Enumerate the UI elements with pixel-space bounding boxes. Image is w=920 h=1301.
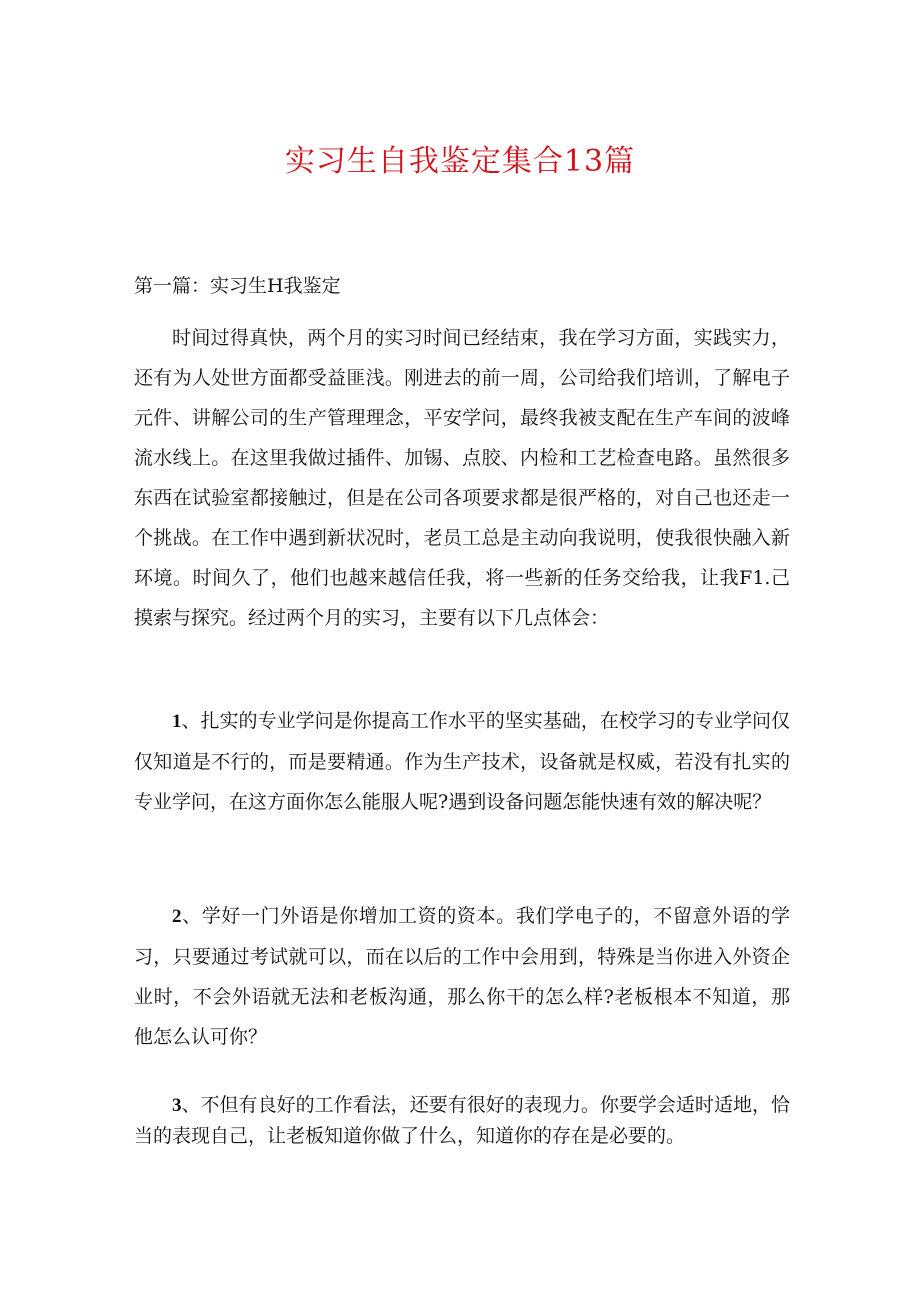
point-number: 2 — [172, 906, 182, 927]
paragraph-point-2 — [134, 896, 790, 1057]
paragraph-text: 、不但有良好的工作看法，还要有很好的表现力。你要学会适时适地，恰当的表现自己，让老板知道你做了什么，知道你的存在是必要的。 — [134, 1094, 790, 1147]
paragraph-text: 时间过得真快，两个月的实习时间已经结束，我在学习方面，实践实力，还有为人处世方面都受益匪浅。刚进去的前一周，公司给我们培训，了解电子元件、讲解公司的生产管理理念，平安学问，最终我被支配在生产车间的波峰流水线上。在这里我做过插件、加锡、点胶、内检和工艺检查电路。虽然很多东西在试验室都接触过，但是在公司各项要求都是很严格的，对自己也还走一个挑战。在工作中遇到新状况时，老员工总是主动向我说明，使我很快融入新环境。时间久了，他们也越来越信任我，将一些新的任务交给我，让我F1.己摸索与探究。经过两个月的实习，主要有以下几点体会： — [134, 327, 790, 629]
paragraph-point-1 — [134, 701, 790, 822]
point-number: 3 — [172, 1095, 182, 1116]
paragraph-point-3 — [134, 1090, 790, 1152]
paragraph-text: 、学好一门外语是你增加工资的资本。我们学电子的，不留意外语的学习，只要通过考试就可以，而在以后的工作中会用到，特殊是当你进入外资企业时，不会外语就无法和老板沟通，那么你干的怎么样?老板根本不知道，那他怎么认可你？ — [134, 905, 790, 1048]
document-title: 实习生自我鉴定集合13篇 — [284, 144, 636, 179]
section-heading: 第一篇：实习生H我鉴定 — [134, 275, 341, 297]
point-number: 1 — [172, 711, 182, 732]
paragraph-intro — [134, 318, 790, 638]
paragraph-text: 、扎实的专业学问是你提高工作水平的坚实基础，在校学习的专业学问仅仅知道是不行的，而是要精通。作为生产技术，设备就是权威，若没有扎实的专业学问，在这方面你怎么能服人呢?遇到设备问题怎能快速有效的解决呢？ — [134, 710, 790, 813]
